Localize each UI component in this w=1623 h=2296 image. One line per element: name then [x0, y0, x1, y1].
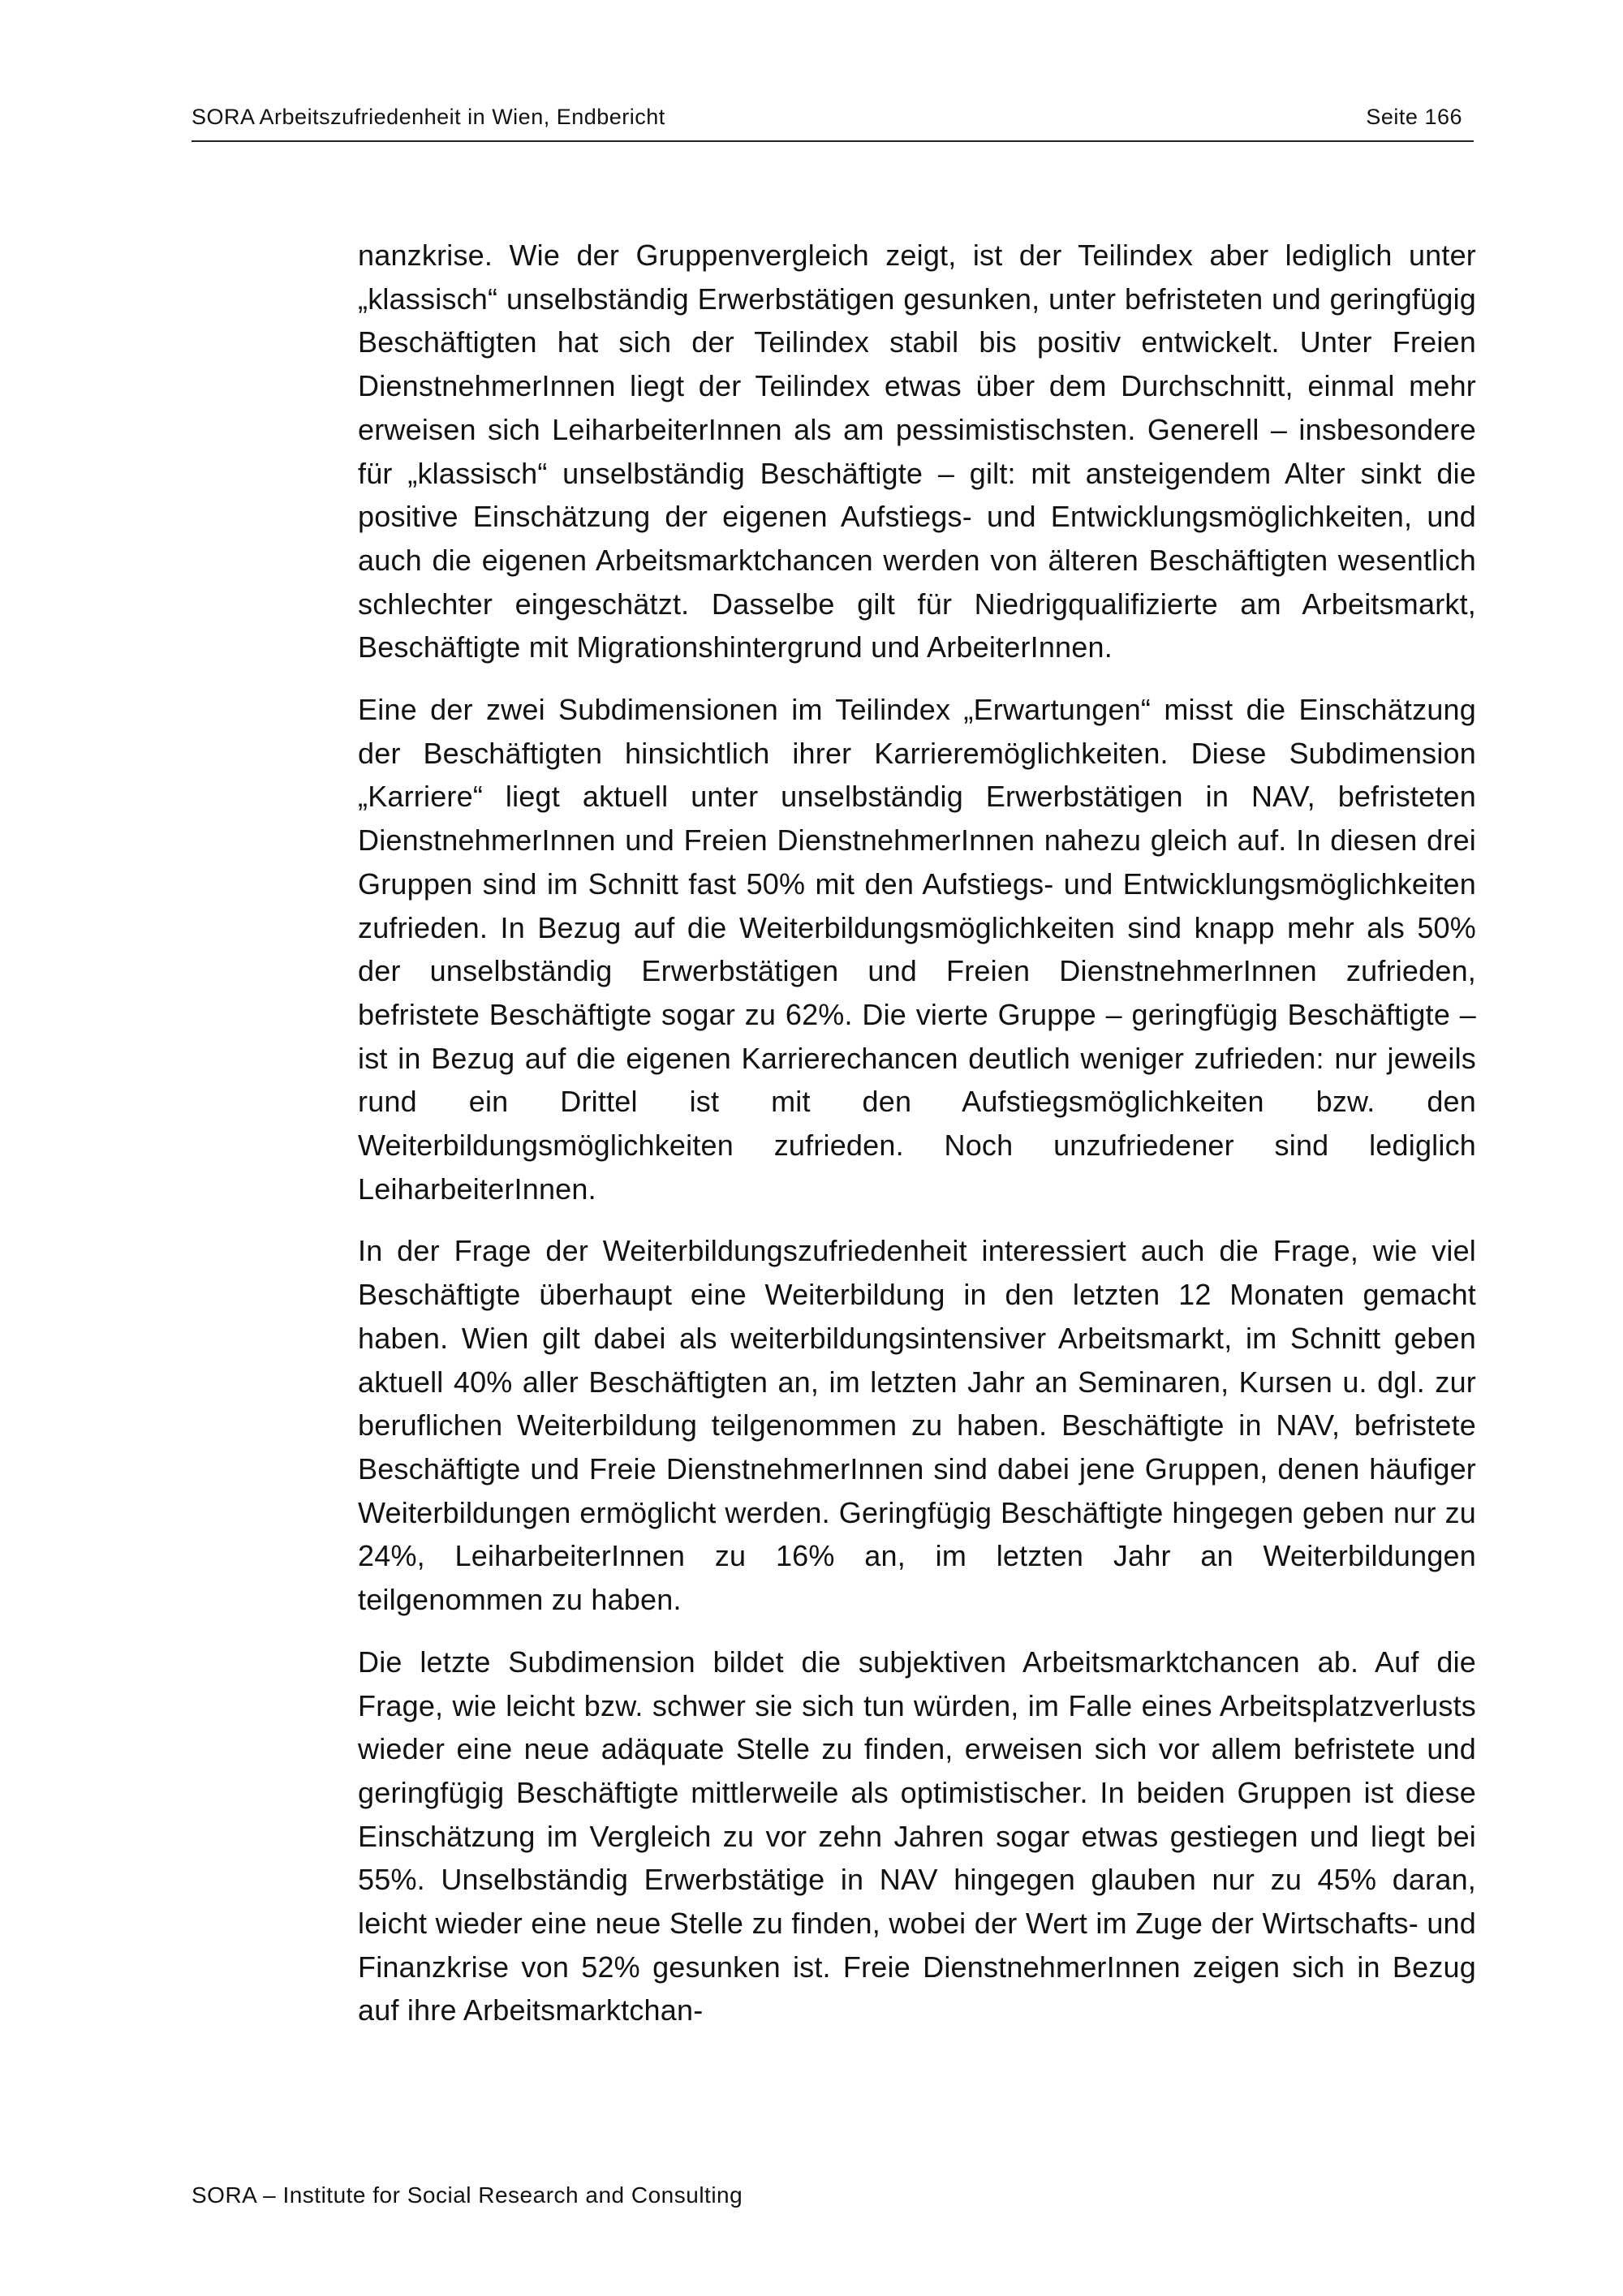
page-header: [192, 101, 1474, 142]
paragraph-4: Die letzte Subdimension bildet die subjektiven Arbeitsmarktchancen ab. Auf die Frage, wie leicht bzw. schwer sie sich tun würden, im Falle eines Arbeitsplatzverlusts wieder eine neue adäquate Stelle zu finden, erweisen sich vor allem befristete und geringfügig Beschäftigte mittlerweile als optimistischer. In beiden Gruppen ist diese Einschätzung im Vergleich zu vor zehn Jahren sogar etwas gestiegen und liegt bei 55%. Unselbständig Erwerbstätige in NAV hingegen glauben nur zu 45% daran, leicht wieder eine neue Stelle zu finden, wobei der Wert im Zuge der Wirtschafts- und Finanzkrise von 52% gesunken ist. Freie DienstnehmerInnen zeigen sich in Bezug auf ihre Arbeitsmarktchan-: [358, 1645, 1476, 2027]
paragraph-1: nanzkrise. Wie der Gruppenvergleich zeigt, ist der Teilindex aber lediglich unter „klassisch“ unselbständig Erwerbstätigen gesunken, unter befristeten und geringfügig Beschäftigten hat sich der Teilindex stabil bis positiv entwickelt. Unter Freien DienstnehmerInnen liegt der Teilindex etwas über dem Durchschnitt, einmal mehr erweisen sich LeiharbeiterInnen als am pessimistischsten. Generell – insbesondere für „klassisch“ unselbständig Beschäftigte – gilt: mit ansteigendem Alter sinkt die positive Einschätzung der eigenen Aufstiegs- und Entwicklungsmöglichkeiten, und auch die eigenen Arbeitsmarktchancen werden von älteren Beschäftigten wesentlich schlechter eingeschätzt. Dasselbe gilt für Niedrigqualifizierte am Arbeitsmarkt, Beschäftigte mit Migrationshintergrund und ArbeiterInnen.: [358, 239, 1476, 664]
page-number: Seite 166: [1366, 105, 1462, 129]
document-title: SORA Arbeitszufriedenheit in Wien, Endbericht: [192, 105, 665, 129]
paragraph-3: In der Frage der Weiterbildungszufriedenheit interessiert auch die Frage, wie viel Beschäftigte überhaupt eine Weiterbildung in den letzten 12 Monaten gemacht haben. Wien gilt dabei als weiterbildungsintensiver Arbeitsmarkt, im Schnitt geben aktuell 40% aller Beschäftigten an, im letzten Jahr an Seminaren, Kursen u. dgl. zur beruflichen Weiterbildung teilgenommen zu haben. Beschäftigte in NAV, befristete Beschäftigte und Freie DienstnehmerInnen sind dabei jene Gruppen, denen häufiger Weiterbildungen ermöglicht werden. Geringfügig Beschäftigte hingegen geben nur zu 24%, LeiharbeiterInnen zu 16% an, im letzten Jahr an Weiterbildungen teilgenommen zu haben.: [358, 1234, 1476, 1617]
page-footer: SORA – Institute for Social Research and Consulting: [192, 2182, 743, 2208]
paragraph-2: Eine der zwei Subdimensionen im Teilindex „Erwartungen“ misst die Einschätzung der Beschäftigten hinsichtlich ihrer Karrieremöglichkeiten. Diese Subdimension „Karriere“ liegt aktuell unter unselbständig Erwerbstätigen in NAV, befristeten DienstnehmerInnen und Freien DienstnehmerInnen nahezu gleich auf. In diesen drei Gruppen sind im Schnitt fast 50% mit den Aufstiegs- und Entwicklungsmöglichkeiten zufrieden. In Bezug auf die Weiterbildungsmöglichkeiten sind knapp mehr als 50% der unselbständig Erwerbstätigen und Freien DienstnehmerInnen zufrieden, befristete Beschäftigte sogar zu 62%. Die vierte Gruppe – geringfügig Beschäftigte – ist in Bezug auf die eigenen Karrierechancen deutlich weniger zufrieden: nur jeweils rund ein Drittel ist mit den Aufstiegsmöglichkeiten bzw. den Weiterbildungsmöglichkeiten zufrieden. Noch unzufriedener sind lediglich LeiharbeiterInnen.: [358, 693, 1476, 1206]
body-text: [358, 234, 1476, 2051]
